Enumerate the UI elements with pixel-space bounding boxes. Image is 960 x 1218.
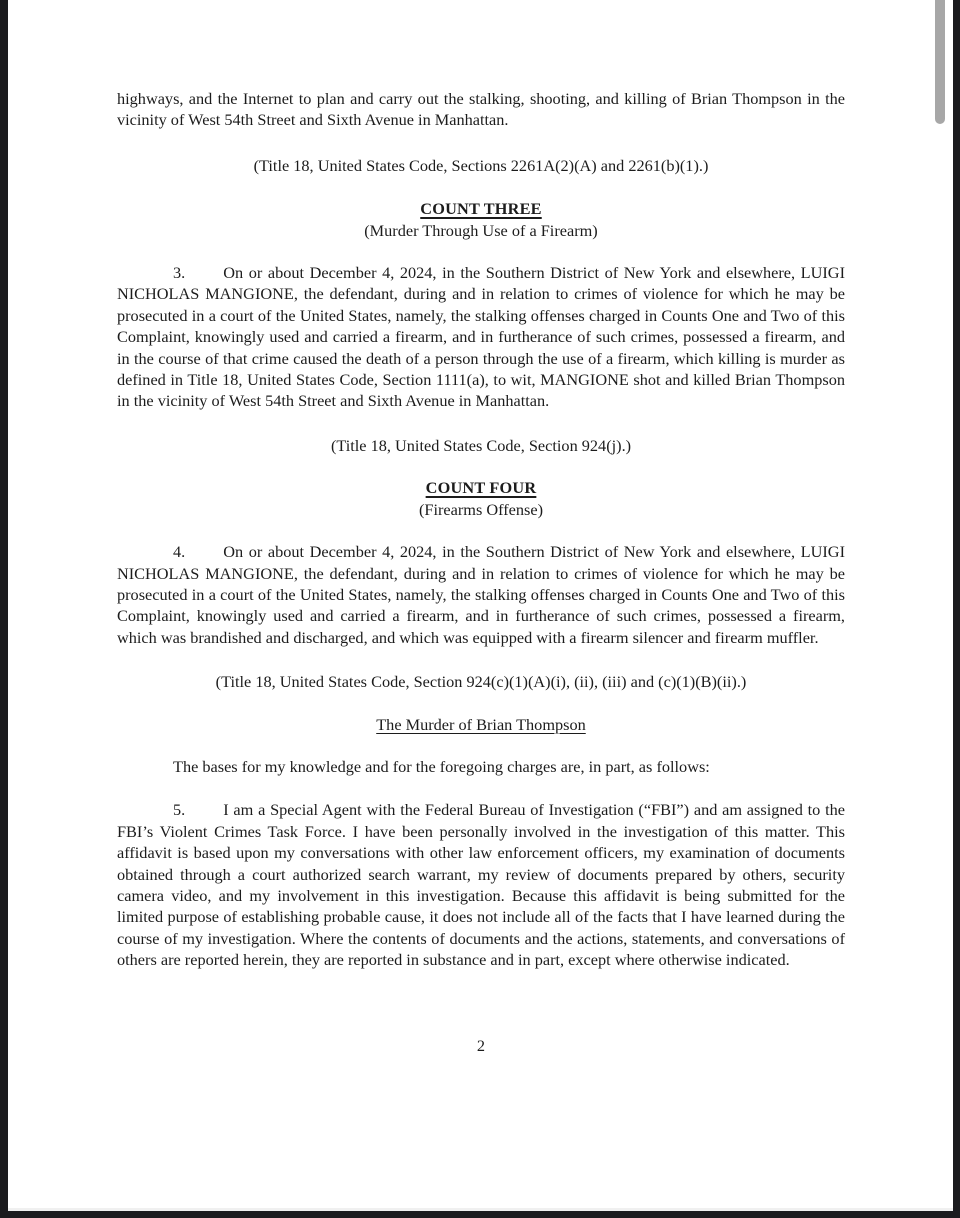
paragraph-text: On or about December 4, 2024, in the Southern District of New York and elsewhere, LUIGI NICHOLAS MANGIONE, the defendant, during and in relation to crimes of violence for which he may be prosecuted in a court of the United States, namely, the stalking offenses charged in Counts One and Two of this Complaint, knowingly used and carried a firearm, and in furtherance of such crimes, possessed a firearm, which was brandished and discharged, and which was equipped with a firearm silencer and firearm muffler. — [117, 542, 845, 647]
count-four-title-text: COUNT FOUR — [425, 478, 537, 498]
statute-citation-firearms: (Title 18, United States Code, Section 924(c)(1)(A)(i), (ii), (iii) and (c)(1)(B)(ii).) — [215, 672, 747, 692]
bases-intro-line: The bases for my knowledge and for the foregoing charges are, in part, as follows: — [173, 756, 710, 776]
document-page — [117, 0, 845, 1056]
murder-section-heading — [117, 714, 845, 735]
paragraph-number: 4. — [173, 542, 186, 562]
page-number: 2 — [476, 1035, 486, 1055]
murder-section-heading-text: The Murder of Brian Thompson — [376, 714, 586, 734]
count-three-title-text: COUNT THREE — [420, 199, 542, 219]
viewer-background-right-edge — [953, 0, 960, 1218]
statute-citation-stalking: (Title 18, United States Code, Sections 2261A(2)(A) and 2261(b)(1).) — [253, 155, 709, 175]
paragraph-number: 3. — [173, 263, 186, 283]
paragraph-text: I am a Special Agent with the Federal Bureau of Investigation (“FBI”) and am assigned to the FBI’s Violent Crimes Task Force. I have been personally involved in the investigation of this matter. This affidavit is based upon my conversations with other law enforcement officers, my examination of documents obtained through a court authorized search warrant, my review of documents prepared by others, security camera video, and my involvement in this investigation. Because this affidavit is being submitted for the limited purpose of establishing probable cause, it does not include all of the facts that I have learned during the course of my investigation. Where the contents of documents and the actions, statements, and conversations of others are reported herein, they are reported in substance and in part, except where otherwise indicated. — [117, 800, 845, 970]
count-four-paragraph — [117, 541, 845, 648]
count-three-subtitle: (Murder Through Use of a Firearm) — [364, 220, 598, 240]
scrollbar-thumb[interactable] — [935, 0, 945, 124]
count-three-paragraph — [117, 262, 845, 412]
scrollbar-track[interactable] — [937, 0, 953, 1211]
count-four-subtitle: (Firearms Offense) — [418, 499, 544, 519]
viewer-background-bottom-edge — [0, 1211, 960, 1218]
count-four-title — [117, 477, 845, 498]
paragraph-number: 5. — [173, 800, 186, 820]
continuation-paragraph: highways, and the Internet to plan and carry out the stalking, shooting, and killing of Brian Thompson in the vicinity of West 54th Street and Sixth Avenue in Manhattan. — [117, 89, 845, 130]
statute-citation-murder: (Title 18, United States Code, Section 924(j).) — [330, 435, 632, 455]
viewer-background-left-edge — [0, 0, 8, 1218]
paragraph-text: On or about December 4, 2024, in the Southern District of New York and elsewhere, LUIGI NICHOLAS MANGIONE, the defendant, during and in relation to crimes of violence for which he may be prosecuted in a court of the United States, namely, the stalking offenses charged in Counts One and Two of this Complaint, knowingly used and carried a firearm, and in furtherance of such crimes, possessed a firearm, and in the course of that crime caused the death of a person through the use of a firearm, which killing is murder as defined in Title 18, United States Code, Section 1111(a), to wit, MANGIONE shot and killed Brian Thompson in the vicinity of West 54th Street and Sixth Avenue in Manhattan. — [117, 263, 845, 411]
affidavit-paragraph — [117, 799, 845, 970]
count-three-title — [117, 198, 845, 219]
